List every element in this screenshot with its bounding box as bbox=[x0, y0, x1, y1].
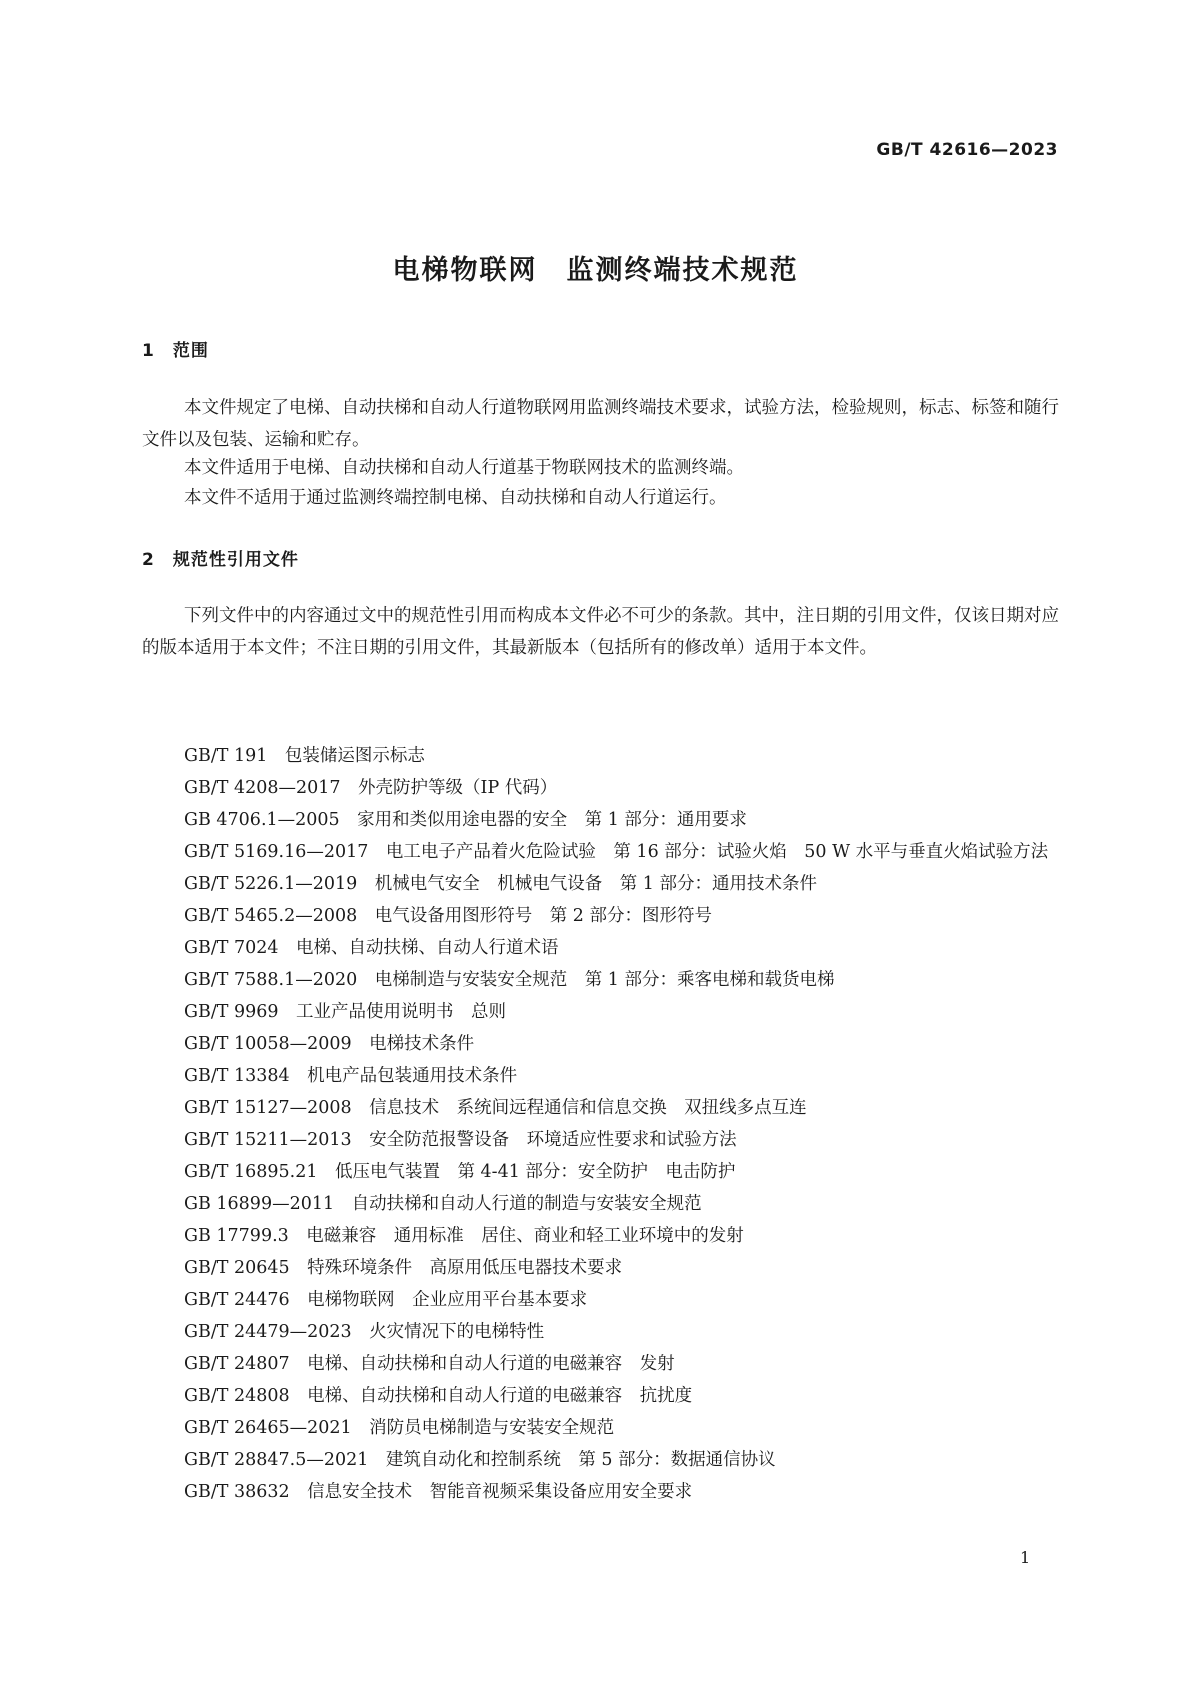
reference-item: GB/T 28847.5—2021 建筑自动化和控制系统 第 5 部分：数据通信协议 bbox=[184, 1450, 776, 1470]
standard-code: GB/T 42616—2023 bbox=[876, 140, 1058, 160]
reference-item: GB 16899—2011 自动扶梯和自动人行道的制造与安装安全规范 bbox=[184, 1194, 702, 1214]
section-heading-scope: 1 范围 bbox=[142, 341, 209, 361]
section-heading-normative-references: 2 规范性引用文件 bbox=[142, 550, 299, 570]
reference-item: GB/T 191 包装储运图示标志 bbox=[184, 746, 425, 766]
reference-item: GB/T 9969 工业产品使用说明书 总则 bbox=[184, 1002, 507, 1022]
references-intro-paragraph: 下列文件中的内容通过文中的规范性引用而构成本文件必不可少的条款。其中，注日期的引用文件，仅该日期对应的版本适用于本文件；不注日期的引用文件，其最新版本（包括所有的修改单）适用于本文件。 bbox=[142, 606, 1059, 658]
reference-item: GB/T 13384 机电产品包装通用技术条件 bbox=[184, 1066, 518, 1086]
reference-item: GB/T 16895.21 低压电气装置 第 4-41 部分：安全防护 电击防护 bbox=[184, 1162, 736, 1182]
reference-item: GB/T 24808 电梯、自动扶梯和自动人行道的电磁兼容 抗扰度 bbox=[184, 1386, 693, 1406]
reference-item: GB/T 5465.2—2008 电气设备用图形符号 第 2 部分：图形符号 bbox=[184, 906, 712, 926]
reference-list bbox=[142, 740, 1059, 1508]
reference-item: GB/T 24807 电梯、自动扶梯和自动人行道的电磁兼容 发射 bbox=[184, 1354, 675, 1374]
scope-paragraph: 本文件规定了电梯、自动扶梯和自动人行道物联网用监测终端技术要求，试验方法，检验规则，标志、标签和随行文件以及包装、运输和贮存。 bbox=[142, 398, 1059, 450]
reference-item: GB/T 24479—2023 火灾情况下的电梯特性 bbox=[184, 1322, 545, 1342]
reference-item: GB/T 15211—2013 安全防范报警设备 环境适应性要求和试验方法 bbox=[184, 1130, 737, 1150]
document-title: 电梯物联网 监测终端技术规范 bbox=[392, 255, 799, 286]
reference-item: GB/T 7024 电梯、自动扶梯、自动人行道术语 bbox=[184, 938, 559, 958]
reference-item: GB/T 4208—2017 外壳防护等级（IP 代码） bbox=[184, 778, 558, 798]
reference-item: GB 17799.3 电磁兼容 通用标准 居住、商业和轻工业环境中的发射 bbox=[184, 1226, 744, 1246]
reference-item: GB/T 15127—2008 信息技术 系统间远程通信和信息交换 双扭线多点互连 bbox=[184, 1098, 807, 1118]
reference-item: GB/T 24476 电梯物联网 企业应用平台基本要求 bbox=[184, 1290, 588, 1310]
reference-item: GB/T 5169.16—2017 电工电子产品着火危险试验 第 16 部分：试验火焰 50 W 水平与垂直火焰试验方法 bbox=[184, 842, 1049, 862]
reference-item: GB 4706.1—2005 家用和类似用途电器的安全 第 1 部分：通用要求 bbox=[184, 810, 747, 830]
reference-item: GB/T 5226.1—2019 机械电气安全 机械电气设备 第 1 部分：通用技术条件 bbox=[184, 874, 817, 894]
page-number: 1 bbox=[1020, 1548, 1031, 1567]
reference-item: GB/T 20645 特殊环境条件 高原用低压电器技术要求 bbox=[184, 1258, 623, 1278]
reference-item: GB/T 10058—2009 电梯技术条件 bbox=[184, 1034, 475, 1054]
reference-item: GB/T 7588.1—2020 电梯制造与安装安全规范 第 1 部分：乘客电梯和载货电梯 bbox=[184, 970, 835, 990]
reference-item: GB/T 38632 信息安全技术 智能音视频采集设备应用安全要求 bbox=[184, 1482, 693, 1502]
scope-paragraph: 本文件适用于电梯、自动扶梯和自动人行道基于物联网技术的监测终端。 bbox=[184, 458, 744, 478]
reference-item: GB/T 26465—2021 消防员电梯制造与安装安全规范 bbox=[184, 1418, 615, 1438]
scope-paragraph: 本文件不适用于通过监测终端控制电梯、自动扶梯和自动人行道运行。 bbox=[184, 488, 727, 508]
